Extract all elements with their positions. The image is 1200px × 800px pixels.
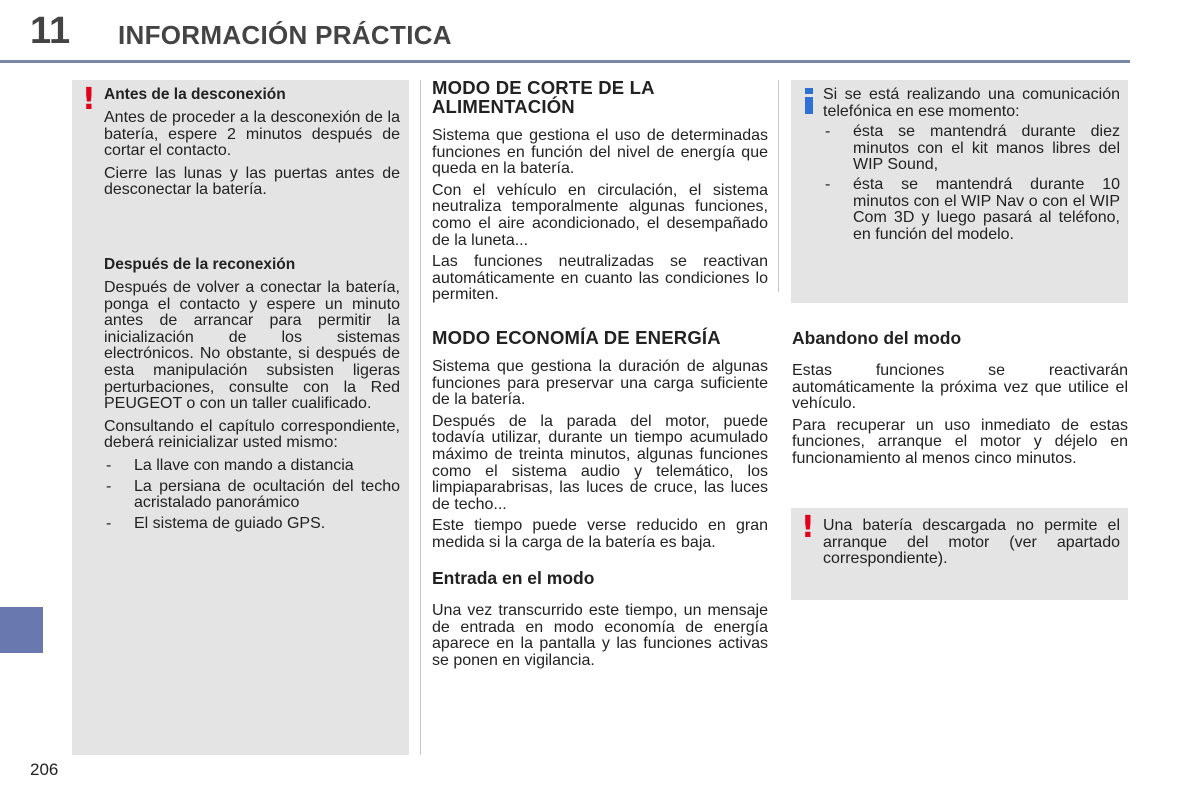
column-separator-right xyxy=(778,80,779,292)
page-number: 206 xyxy=(30,760,59,779)
list-item: - ésta se mantendrá durante diez minutos con el kit manos libres del WIP Sound, xyxy=(823,124,1120,174)
info-paragraph-1: Si se está realizando una comunicación telefónica en ese momento: xyxy=(823,86,1120,120)
middle-column xyxy=(432,78,768,304)
warning-paragraph: Una batería descargada no permite el arranque del motor (ver apartado correspondiente). xyxy=(823,517,1120,568)
chapter-number: 11 xyxy=(30,10,71,52)
eco-paragraph-3: Este tiempo puede verse reducido en gran medida si la carga de la batería es baja. xyxy=(432,517,768,551)
exit-paragraph-1: Estas funciones se reactivarán automáticamente la próxima vez que utilice el vehículo. xyxy=(792,362,1128,413)
disconnect-title: Antes de la desconexión xyxy=(104,86,286,103)
cut-paragraph-2: Con el vehículo en circulación, el sistema neutraliza temporalmente algunas funciones, como el aire acondicionado, el desempañado de la luneta... xyxy=(432,181,768,249)
disconnect-paragraph-1: Antes de proceder a la desconexión de la batería, espere 2 minutos después de cortar el contacto. xyxy=(104,109,400,160)
info-list xyxy=(823,124,1120,243)
eco-mode-title: MODO ECONOMÍA DE ENERGÍA xyxy=(432,327,721,348)
list-item: - ésta se mantendrá durante 10 minutos con el WIP Nav o con el WIP Com 3D y luego pasará al teléfono, en función del modelo. xyxy=(823,177,1120,243)
reconnect-title: Después de la reconexión xyxy=(104,256,296,273)
entry-paragraph-1: Una vez transcurrido este tiempo, un mensaje de entrada en modo economía de energía aparece en la pantalla y las funciones activas se ponen en vigilancia. xyxy=(432,602,768,669)
list-item: - La llave con mando a distancia xyxy=(104,458,400,475)
cut-paragraph-1: Sistema que gestiona el uso de determinadas funciones en función del nivel de energía que queda en la batería. xyxy=(432,127,768,178)
exit-mode-title: Abandono del modo xyxy=(792,328,962,348)
chapter-side-tab xyxy=(0,607,43,653)
exclamation-warning-icon: ! xyxy=(801,510,815,545)
battery-warning-box xyxy=(72,80,409,755)
middle-column-entry xyxy=(432,568,768,669)
cut-mode-title: MODO DE CORTE DE LA ALIMENTACIÓN xyxy=(432,77,655,117)
list-item: - El sistema de guiado GPS. xyxy=(104,516,400,533)
info-box xyxy=(791,80,1128,303)
middle-column-eco xyxy=(432,328,768,552)
battery-discharged-warning-box xyxy=(791,508,1128,600)
disconnect-paragraph-2: Cierre las lunas y las puertas antes de desconectar la batería. xyxy=(104,164,400,199)
entry-mode-title: Entrada en el modo xyxy=(432,568,595,588)
eco-paragraph-1: Sistema que gestiona la duración de algunas funciones para preservar una carga suficiente de la batería. xyxy=(432,358,768,409)
reconnect-list xyxy=(104,458,400,532)
reconnect-paragraph-1: Después de volver a conectar la batería, ponga el contacto y espere un minuto antes de arrancar para permitir la inicialización de los sistemas electrónicos. No obstante, si después de esta manipulación subsisten ligeras perturbaciones, consulte con la Red PEUGEOT o con un taller cualificado. xyxy=(104,279,400,413)
info-icon xyxy=(803,88,815,114)
chapter-title: INFORMACIÓN PRÁCTICA xyxy=(118,20,452,50)
reconnect-paragraph-2: Consultando el capítulo correspondiente, deberá reinicializar usted mismo: xyxy=(104,417,400,452)
exit-section xyxy=(792,328,1128,468)
exclamation-warning-icon: ! xyxy=(82,82,96,117)
exit-paragraph-2: Para recuperar un uso inmediato de estas funciones, arranque el motor y déjelo en funcionamiento al menos cinco minutos. xyxy=(792,416,1128,467)
cut-paragraph-3: Las funciones neutralizadas se reactivan automáticamente en cuanto las condiciones lo permiten. xyxy=(432,253,768,304)
column-separator xyxy=(420,80,421,755)
eco-paragraph-2: Después de la parada del motor, puede todavía utilizar, durante un tiempo acumulado máximo de treinta minutos, algunas funciones como el sistema audio y telemático, los limpiaparabrisas, las luces de cruce, las luces de techo... xyxy=(432,412,768,513)
list-item: - La persiana de ocultación del techo acristalado panorámico xyxy=(104,479,400,512)
header-rule xyxy=(0,60,1130,63)
